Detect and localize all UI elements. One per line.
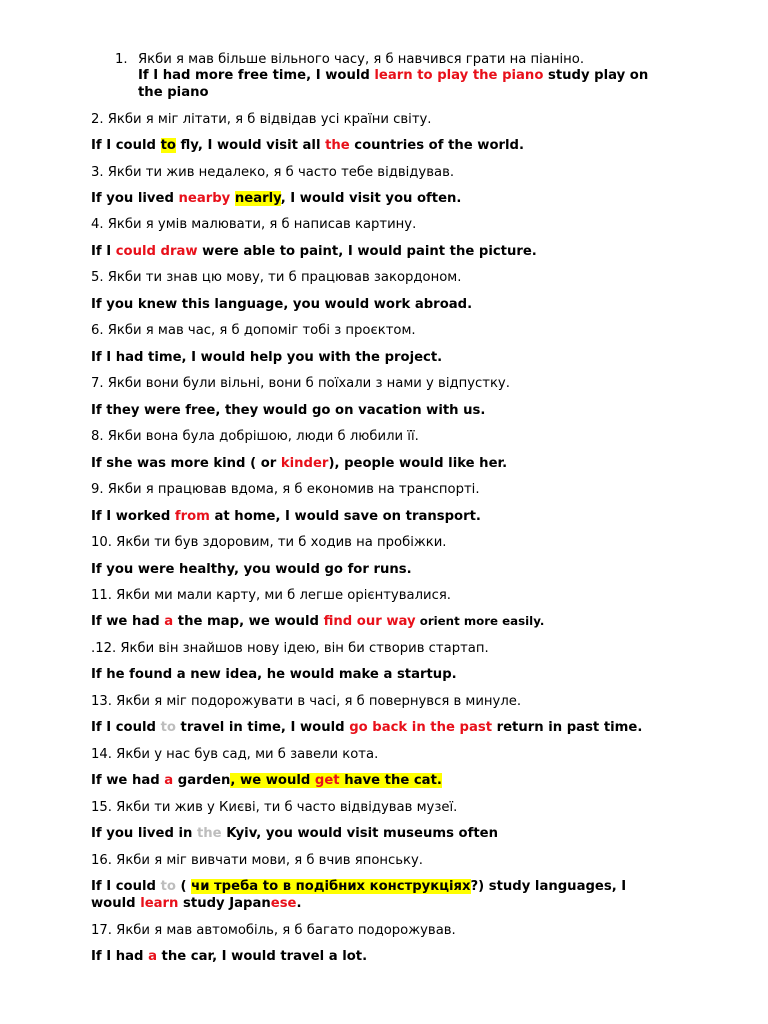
- item-9-ukrainian: 9. Якби я працював вдома, я б економив на транспорті.: [91, 482, 480, 497]
- item-4-ukrainian: 4. Якби я умів малювати, я б написав картину.: [91, 217, 417, 232]
- item-14-ukrainian: 14. Якби у нас був сад, ми б завели кота.: [91, 747, 379, 762]
- text-run: чи треба to в подібних конструкціях: [191, 879, 471, 894]
- text-run: a: [164, 614, 174, 629]
- text-run: Kyiv, you would visit museums often: [221, 826, 498, 841]
- item-14-english: [91, 772, 728, 789]
- text-run: If I could: [91, 720, 161, 735]
- text-run: to: [160, 879, 176, 894]
- text-run: If I had time, I would help you with the project.: [91, 350, 443, 365]
- text-run: If he found a new idea, he would make a startup.: [91, 667, 457, 682]
- text-run: learn: [140, 896, 179, 911]
- text-run: return in past time.: [492, 720, 643, 735]
- text-run: kinder: [280, 456, 329, 471]
- text-run: If I worked: [91, 509, 175, 524]
- text-run: countries of the world.: [349, 138, 525, 153]
- item-15-ukrainian: 15. Якби ти жив у Києві, ти б часто відвідував музеї.: [91, 800, 458, 815]
- item-3-english: [91, 190, 728, 207]
- text-run: If you were healthy, you would go for runs.: [91, 562, 412, 577]
- item-16-ukrainian: 16. Якби я міг вивчати мови, я б вчив японську.: [91, 853, 423, 868]
- text-run: study play on: [543, 68, 649, 83]
- text-run: travel in time, I would: [175, 720, 350, 735]
- text-run: study Japan: [178, 896, 271, 911]
- text-run: go back in the past: [349, 720, 493, 735]
- text-run: If I could: [91, 879, 161, 894]
- item-11-ukrainian: 11. Якби ми мали карту, ми б легше орієнтувалися.: [91, 588, 451, 603]
- text-run: If they were free, they would go on vacation with us.: [91, 403, 486, 418]
- text-run: get: [314, 773, 340, 788]
- item-12-english: [91, 666, 728, 683]
- item-5-english: [91, 296, 728, 313]
- item-10-english: [91, 561, 728, 578]
- item-12-ukrainian: .12. Якби він знайшов нову ідею, він би створив стартап.: [91, 641, 489, 656]
- text-run: If I could: [91, 138, 161, 153]
- text-run: ese: [270, 896, 297, 911]
- text-run: could draw: [115, 244, 198, 259]
- item-17-ukrainian: 17. Якби я мав автомобіль, я б багато подорожував.: [91, 923, 456, 938]
- text-run: (: [175, 879, 192, 894]
- text-run: If we had: [91, 614, 165, 629]
- item-7-english: [91, 402, 728, 419]
- item-16-english: [91, 878, 728, 895]
- text-run: from: [174, 509, 210, 524]
- item-3-ukrainian: 3. Якби ти жив недалеко, я б часто тебе відвідував.: [91, 165, 455, 180]
- item-7-ukrainian: 7. Якби вони були вільні, вони б поїхали з нами у відпустку.: [91, 376, 510, 391]
- text-run: at home, I would save on transport.: [209, 509, 481, 524]
- text-run: a: [148, 949, 157, 964]
- text-run: nearly: [234, 191, 281, 206]
- item-2-ukrainian: 2. Якби я міг літати, я б відвідав усі країни світу.: [91, 112, 432, 127]
- text-run: If I: [91, 244, 116, 259]
- text-run: , I would visit you often.: [280, 191, 462, 206]
- text-run: ?) study languages, I: [470, 879, 627, 894]
- text-run: the map, we would: [173, 614, 324, 629]
- text-run: to: [160, 720, 176, 735]
- item-8-ukrainian: 8. Якби вона була добрішою, люди б любили її.: [91, 429, 419, 444]
- text-run: to: [160, 138, 176, 153]
- item-17-english: [91, 948, 728, 965]
- text-run: nearby: [178, 191, 231, 206]
- item-5-ukrainian: 5. Якби ти знав цю мову, ти б працював закордоном.: [91, 270, 462, 285]
- item-15-english: [91, 825, 728, 842]
- text-run: have the cat.: [339, 773, 442, 788]
- item-2-english: [91, 137, 728, 154]
- item-16-english-cont: [91, 895, 728, 912]
- item-13-ukrainian: 13. Якби я міг подорожувати в часі, я б повернувся в минуле.: [91, 694, 522, 709]
- text-run: If you lived: [91, 191, 179, 206]
- text-run: orient more easily.: [415, 614, 545, 628]
- text-run: were able to paint, I would paint the picture.: [197, 244, 537, 259]
- text-run: find our way: [323, 614, 416, 629]
- text-run: the: [196, 826, 222, 841]
- item-8-english: [91, 455, 728, 472]
- text-run: the car, I would travel a lot.: [156, 949, 368, 964]
- text-run: would: [91, 896, 141, 911]
- item-6-english: [91, 349, 728, 366]
- item-11-english: [91, 613, 728, 630]
- text-run: learn to play the piano: [374, 68, 544, 83]
- item-6-ukrainian: 6. Якби я мав час, я б допоміг тобі з проєктом.: [91, 323, 416, 338]
- text-run: a: [164, 773, 174, 788]
- item-13-english: [91, 719, 728, 736]
- item-1-english-cont: the piano: [138, 85, 209, 100]
- text-run: the: [325, 138, 350, 153]
- text-run: If you lived in: [91, 826, 197, 841]
- item-1-number: 1.: [115, 52, 128, 67]
- item-1-english: [138, 67, 728, 84]
- text-run: garden: [173, 773, 231, 788]
- text-run: If we had: [91, 773, 165, 788]
- text-run: If I had: [91, 949, 149, 964]
- item-1-ukrainian: Якби я мав більше вільного часу, я б навчився грати на піаніно.: [138, 52, 585, 67]
- text-run: If you knew this language, you would work abroad.: [91, 297, 473, 312]
- item-10-ukrainian: 10. Якби ти був здоровим, ти б ходив на пробіжки.: [91, 535, 447, 550]
- item-4-english: [91, 243, 728, 260]
- text-run: If I had more free time, I would: [138, 68, 375, 83]
- item-9-english: [91, 508, 728, 525]
- text-run: .: [296, 896, 302, 911]
- text-run: fly, I would visit all: [175, 138, 326, 153]
- text-run: If she was more kind ( or: [91, 456, 281, 471]
- text-run: , we would: [230, 773, 315, 788]
- text-run: ), people would like her.: [328, 456, 508, 471]
